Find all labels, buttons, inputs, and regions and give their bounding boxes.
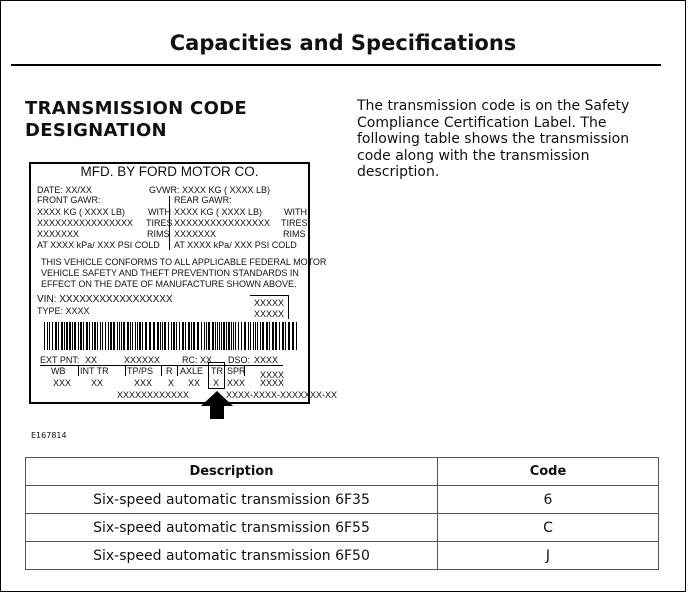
label-rc-value: XX [200,355,213,365]
table-row [26,542,659,570]
barcode-bar [197,322,199,350]
barcode-bar [145,322,147,350]
label-rear-weight: XXXX KG ( XXXX LB) [174,207,263,217]
intro-line: description. [357,164,440,180]
label-rear-pressure: AT XXXX kPa/ XXX PSI COLD [174,240,297,250]
barcode-bar [201,322,202,350]
barcode-bar [253,322,254,350]
barcode-bar [94,322,96,350]
label-divider [169,196,170,250]
barcode-bar [58,322,59,350]
code-cell: 6 [438,486,659,514]
code-cell: J [438,542,659,570]
barcode-bar [92,322,93,350]
barcode-bar [228,322,230,350]
label-axle: AXLE [180,366,204,376]
figure-id: E167814 [31,431,67,440]
label-dso: DSO: [228,355,251,365]
barcode-bar [139,322,141,350]
barcode-bar [132,322,133,350]
barcode-bar [110,322,112,350]
barcode-bar [250,322,251,350]
label-title: MFD. BY FORD MOTOR CO. [80,164,259,179]
label-dso-value: XXXX [254,355,279,365]
label-divider [288,295,289,319]
barcode-bar [223,322,225,350]
description-cell: Six-speed automatic transmission 6F35 [26,486,438,514]
barcode-bar [241,322,242,350]
table-row [26,486,659,514]
label-int-tr-value: XX [91,378,104,388]
barcode [44,322,297,350]
barcode-bar [168,322,169,350]
barcode-bar [66,322,68,350]
label-tp-ps-value: XXX [134,378,153,388]
title-rule [11,64,661,66]
barcode-bar [296,322,297,350]
barcode-bar [266,322,268,350]
barcode-bar [255,322,256,350]
label-tr-value: X [213,378,220,388]
column-header-description: Description [26,458,438,486]
barcode-bar [221,322,222,350]
barcode-bar [292,322,294,350]
label-row1-value: XXXXXX [124,355,161,365]
label-spr: SPR [227,366,246,376]
label-divider [244,366,245,376]
barcode-bar [191,322,192,350]
barcode-bar [44,322,45,350]
barcode-bar [102,322,103,350]
certification-label-illustration [29,162,338,404]
barcode-bar [226,322,227,350]
up-arrow-icon [201,391,233,419]
barcode-bar [275,322,277,350]
label-front-pressure: AT XXXX kPa/ XXX PSI COLD [37,240,160,250]
label-conformity-line: VEHICLE SAFETY AND THEFT PREVENTION STANDARDS IN [41,268,299,278]
barcode-bar [89,322,90,350]
barcode-bar [127,322,129,350]
label-divider [78,366,79,376]
description-cell: Six-speed automatic transmission 6F50 [26,542,438,570]
barcode-bar [49,322,50,350]
intro-paragraph [357,98,657,181]
label-ext-pnt-value: XX [85,355,98,365]
label-rear-tires: XXXXXXXXXXXXXXXX [174,218,271,228]
label-type: TYPE: XXXX [37,306,90,316]
barcode-bar [272,322,274,350]
barcode-bar [185,322,186,350]
section-heading-line-1: TRANSMISSION CODE [25,98,248,119]
barcode-bar [262,322,264,350]
barcode-bar [130,322,131,350]
label-divider [161,366,162,376]
label-rc: RC: [182,355,198,365]
label-wb-value: XXX [53,378,72,388]
barcode-bar [285,322,286,350]
barcode-bar [78,322,79,350]
table-header-row [26,458,659,486]
barcode-bar [149,322,151,350]
label-front-weight: XXXX KG ( XXXX LB) [37,207,126,217]
barcode-bar [113,322,115,350]
barcode-bar [269,322,270,350]
barcode-bar [83,322,84,350]
label-rims: RIMS [147,229,170,239]
barcode-bar [160,322,161,350]
label-spr-value: XXX [227,378,246,388]
barcode-bar [135,322,136,350]
label-rear-rims: XXXXXXX [174,229,217,239]
label-conformity-line: EFFECT ON THE DATE OF MANUFACTURE SHOWN ABOVE. [41,279,297,289]
transmission-code-table [25,457,659,570]
barcode-bar [215,322,216,350]
label-front-tires: XXXXXXXXXXXXXXXX [37,218,134,228]
barcode-bar [108,322,109,350]
barcode-bar [157,322,159,350]
barcode-bar [212,322,214,350]
barcode-bar [47,322,48,350]
section-heading-line-2: DESIGNATION [25,120,167,141]
label-front-rims: XXXXXXX [37,229,80,239]
barcode-bar [171,322,172,350]
barcode-bar [52,322,53,350]
label-row3-right: XXXX [260,378,285,388]
label-gvwr: GVWR: XXXX KG ( XXXX LB) [149,185,271,195]
label-r-value: X [168,378,175,388]
barcode-bar [119,322,120,350]
barcode-bar [206,322,207,350]
intro-line: Compliance Certification Label. The [357,114,607,131]
label-rear-gawr: REAR GAWR: [174,195,232,205]
column-header-code: Code [438,458,659,486]
label-with: WITH [284,207,307,217]
barcode-bar [248,322,249,350]
label-int-tr: INT TR [80,366,109,376]
barcode-bar [97,322,98,350]
barcode-bar [235,322,236,350]
barcode-bar [80,322,82,350]
barcode-bar [233,322,234,350]
transmission-code-highlight-box [208,362,225,389]
label-axle-value: XX [188,378,201,388]
barcode-bar [162,322,163,350]
label-row3-extra: XXXX [260,370,285,380]
barcode-bar [69,322,71,350]
label-date: DATE: XX/XX [37,185,92,195]
barcode-bar [74,322,76,350]
barcode-bar [117,322,118,350]
barcode-bar [217,322,218,350]
barcode-bar [260,322,261,350]
barcode-bar [219,322,220,350]
barcode-bar [121,322,122,350]
label-conformity-line: THIS VEHICLE CONFORMS TO ALL APPLICABLE FEDERAL MOTOR [41,257,327,267]
barcode-bar [182,322,184,350]
barcode-bar [86,322,88,350]
label-wb: WB [51,366,66,376]
barcode-bar [164,322,166,350]
barcode-bar [208,322,210,350]
label-side-code: XXXXX [254,298,285,308]
label-divider [177,366,178,376]
barcode-bar [193,322,195,350]
intro-line: code along with the transmission [357,147,590,164]
barcode-bar [204,322,205,350]
label-rims: RIMS [283,229,306,239]
barcode-bar [282,322,284,350]
page-title: Capacities and Specifications [169,31,517,55]
barcode-bar [153,322,155,350]
label-divider [125,366,126,376]
code-cell: C [438,514,659,542]
barcode-bar [257,322,258,350]
label-side-code: XXXXX [254,309,285,319]
barcode-bar [100,322,101,350]
description-cell: Six-speed automatic transmission 6F55 [26,514,438,542]
barcode-bar [105,322,106,350]
label-row4-left: XXXXXXXXXXXX [117,390,190,400]
barcode-bar [64,322,65,350]
label-with: WITH [148,207,171,217]
barcode-bar [279,322,280,350]
label-tires: TIRES [146,218,173,228]
barcode-bar [244,322,246,350]
label-ext-pnt: EXT PNT: [40,355,80,365]
label-divider [250,295,288,296]
label-tr: TR [211,366,223,376]
barcode-bar [231,322,232,350]
intro-line: following table shows the transmission [357,131,630,147]
barcode-bar [137,322,138,350]
barcode-bar [179,322,180,350]
barcode-bar [288,322,290,350]
section-heading [25,98,325,142]
barcode-bar [61,322,63,350]
label-row4-mid: XX [226,390,239,400]
barcode-bar [238,322,239,350]
label-r: R [166,366,173,376]
barcode-bar [173,322,175,350]
label-tp-ps: TP/PS [127,366,154,376]
barcode-bar [123,322,125,350]
label-front-gawr: FRONT GAWR: [37,195,101,205]
barcode-bar [72,322,73,350]
barcode-bar [188,322,190,350]
label-vin: VIN: XXXXXXXXXXXXXXXXX [37,294,173,305]
barcode-bar [55,322,57,350]
label-row4-right: XX-XXXX-XXXXXXX-XX [238,390,338,400]
barcode-bar [142,322,143,350]
label-tires: TIRES [281,218,308,228]
intro-line: The transmission code is on the Safety [357,98,630,114]
barcode-bar [176,322,177,350]
table-row [26,514,659,542]
